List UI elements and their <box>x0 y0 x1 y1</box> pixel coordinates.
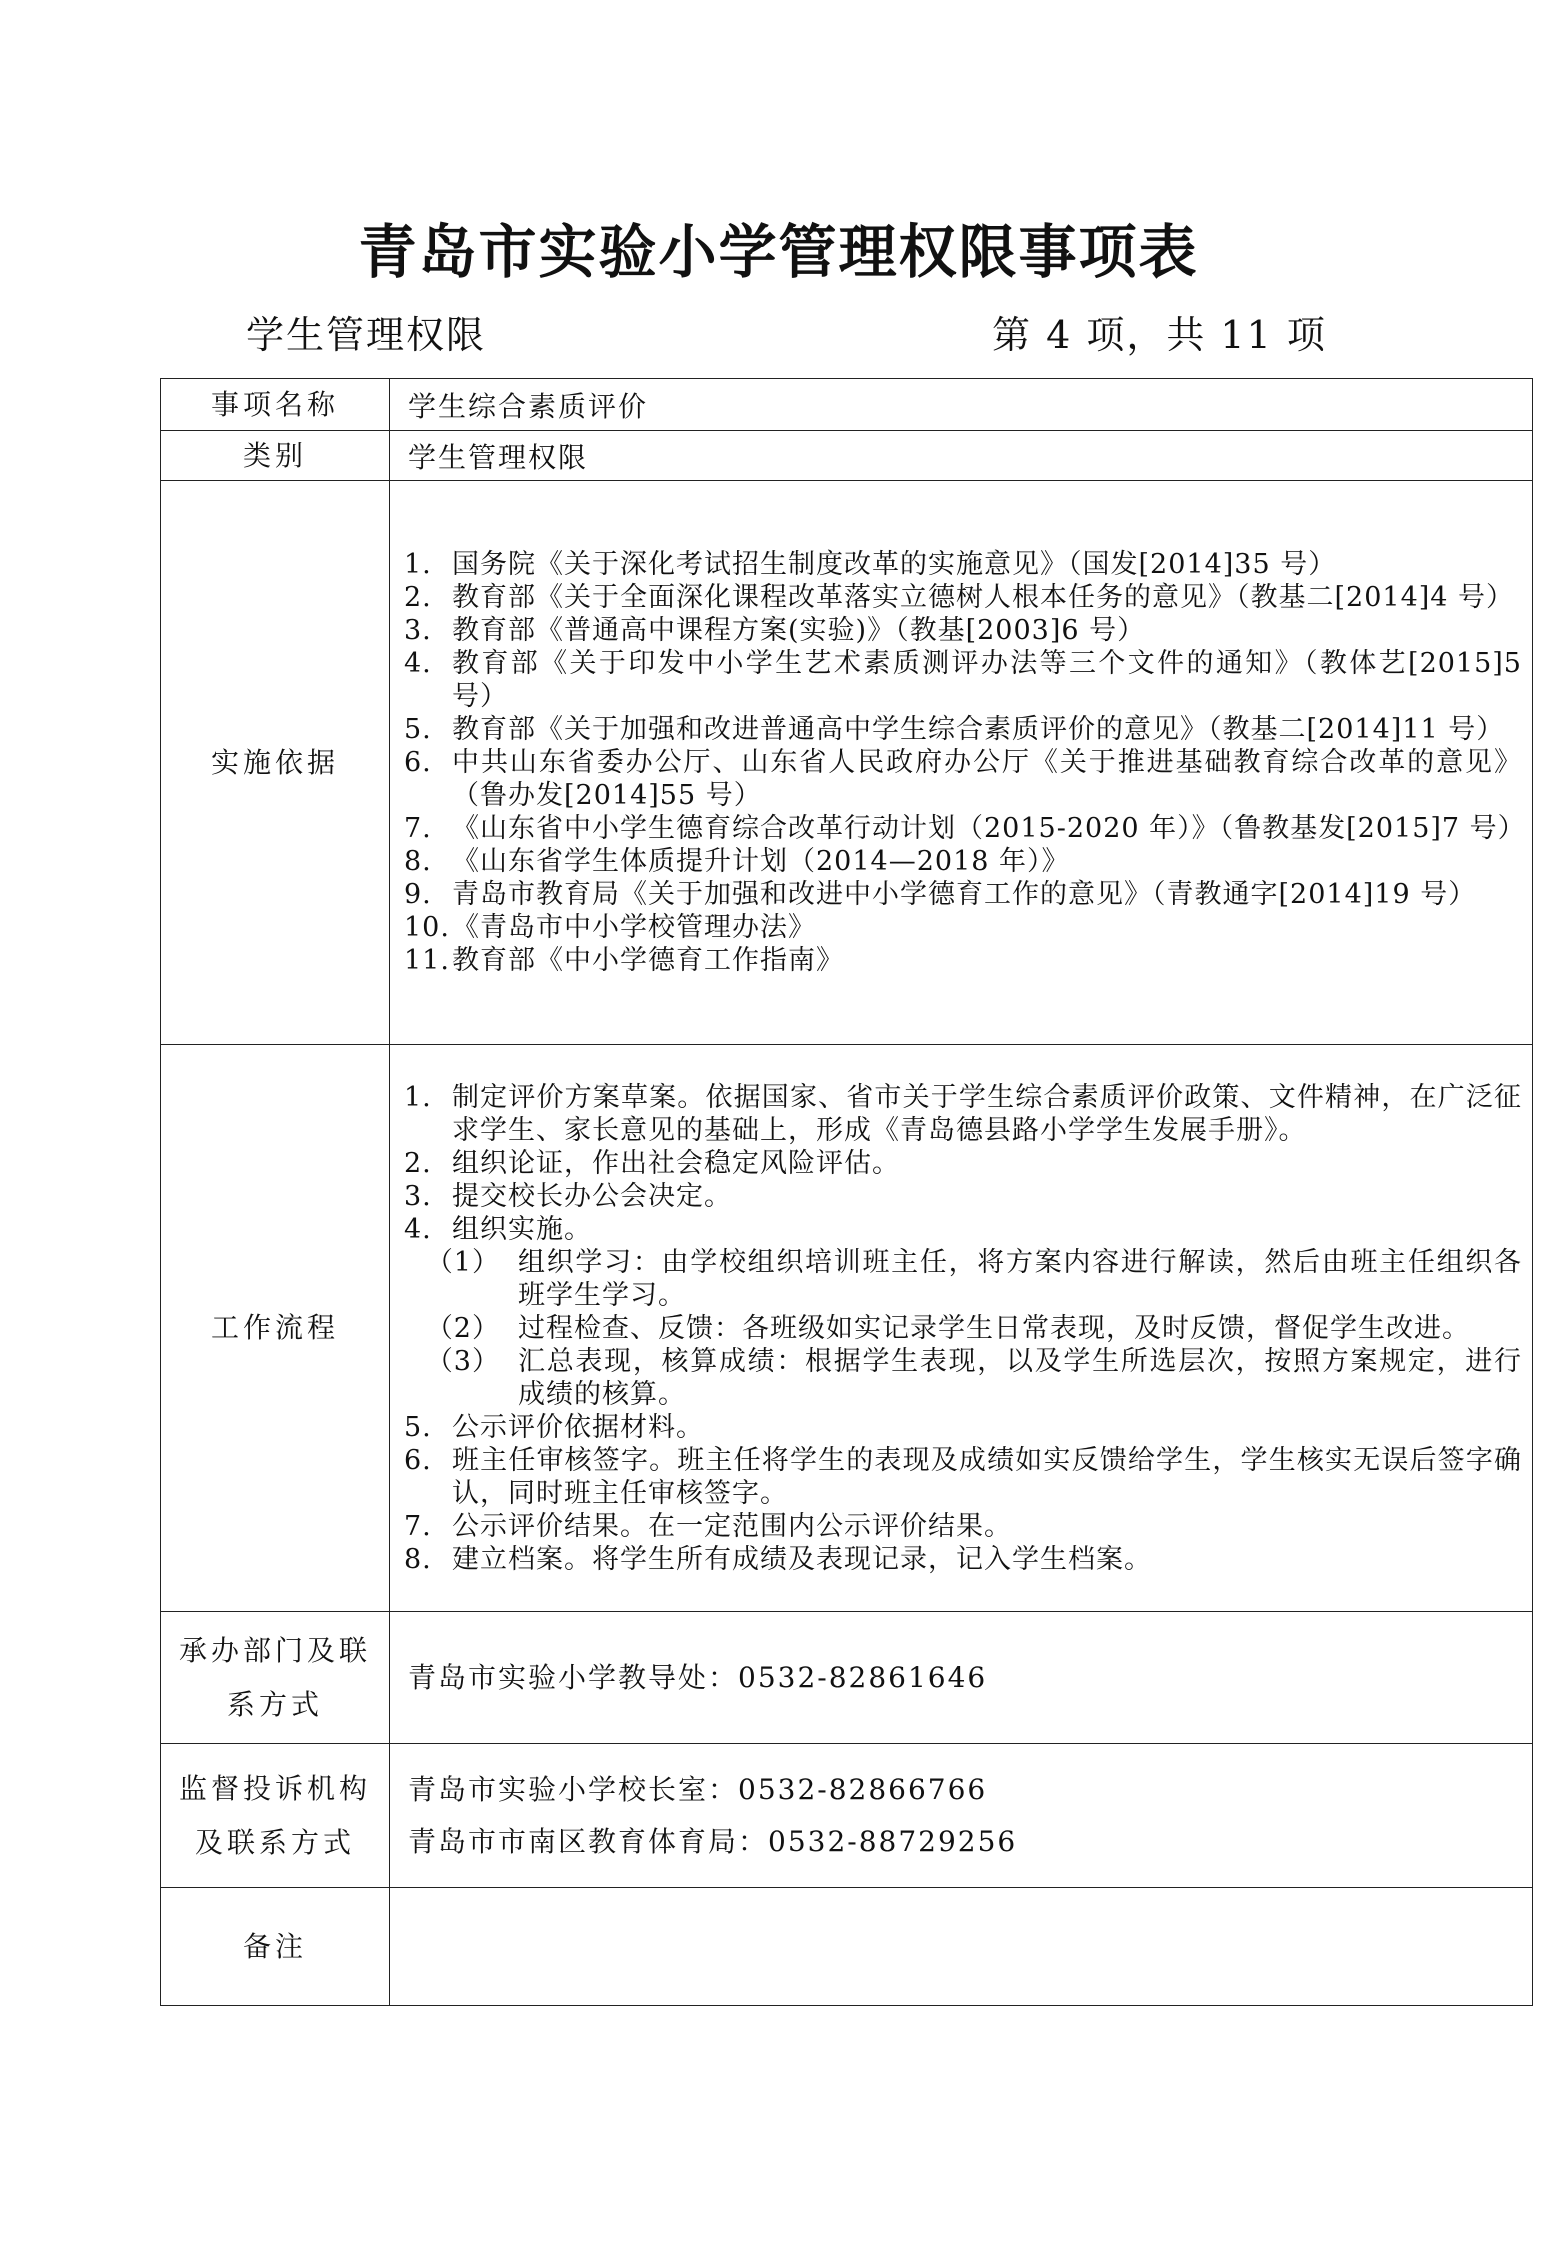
basis-list <box>390 545 1532 980</box>
row-process <box>161 1045 1533 1612</box>
process-item-number: 7. <box>404 1510 432 1542</box>
process-subitem <box>404 1312 1522 1345</box>
category-heading: 学生管理权限 <box>246 313 487 357</box>
process-cell <box>390 1045 1533 1612</box>
basis-item-number: 9. <box>404 879 432 910</box>
basis-item-text: 教育部《关于加强和改进普通高中学生综合素质评价的意见》（教基二[2014]11 号） <box>452 714 1505 745</box>
remark-label: 备注 <box>161 1888 390 2006</box>
basis-item-text: 《山东省学生体质提升计划（2014—2018 年）》 <box>452 846 1070 877</box>
basis-cell <box>390 481 1533 1045</box>
dept-label-line2: 系方式 <box>226 1687 323 1721</box>
process-item-text: 班主任审核签字。班主任将学生的表现及成绩如实反馈给学生，学生核实无误后签字确认，同时班主任审核签字。 <box>452 1444 1522 1509</box>
basis-item-number: 4. <box>404 648 432 679</box>
process-item <box>404 1411 1522 1444</box>
basis-item <box>404 944 1522 977</box>
process-item-text: 公示评价依据材料。 <box>452 1411 704 1443</box>
process-item <box>404 1081 1522 1147</box>
row-name <box>161 379 1533 431</box>
row-type <box>161 431 1533 481</box>
process-item-number: 3. <box>404 1180 432 1212</box>
process-item <box>404 1510 1522 1543</box>
supervise-values <box>390 1744 1533 1888</box>
process-item-text: 组织论证，作出社会稳定风险评估。 <box>452 1147 900 1179</box>
basis-item-text: 《山东省中小学生德育综合改革行动计划（2015-2020 年）》（鲁教基发[2015]7 号） <box>452 813 1526 844</box>
supervise-value-school: 青岛市实验小学校长室：0532-82866766 <box>408 1772 988 1806</box>
basis-label: 实施依据 <box>161 481 390 1045</box>
basis-item <box>404 812 1526 845</box>
basis-item <box>404 878 1522 911</box>
process-item-number: 2. <box>404 1147 432 1179</box>
row-basis <box>161 481 1533 1045</box>
basis-item <box>404 845 1522 878</box>
basis-item-number: 5. <box>404 714 432 745</box>
process-item-text: 建立档案。将学生所有成绩及表现记录，记入学生档案。 <box>452 1543 1152 1575</box>
basis-item-number: 10. <box>404 912 450 943</box>
basis-item-text: 青岛市教育局《关于加强和改进中小学德育工作的意见》（青教通字[2014]19 号） <box>452 879 1477 910</box>
basis-item <box>404 647 1522 713</box>
item-count: 第 4 项，共 11 项 <box>992 313 1327 357</box>
row-dept <box>161 1612 1533 1744</box>
process-item-text: 公示评价结果。在一定范围内公示评价结果。 <box>452 1510 1012 1542</box>
basis-item-number: 11. <box>404 945 450 976</box>
basis-item-number: 6. <box>404 747 432 778</box>
basis-item <box>404 614 1522 647</box>
basis-item <box>404 746 1522 812</box>
page-title: 青岛市实验小学管理权限事项表 <box>358 218 1199 286</box>
basis-item <box>404 581 1522 614</box>
type-value: 学生管理权限 <box>390 431 1533 481</box>
process-item-text: 提交校长办公会决定。 <box>452 1180 732 1212</box>
supervise-value-bureau: 青岛市市南区教育体育局：0532-88729256 <box>408 1824 1018 1858</box>
process-item-number: 5. <box>404 1411 432 1443</box>
process-item <box>404 1543 1522 1576</box>
process-subitem <box>404 1246 1522 1312</box>
name-label: 事项名称 <box>161 379 390 431</box>
basis-item-number: 7. <box>404 813 432 844</box>
basis-item <box>404 713 1522 746</box>
basis-item-text: 教育部《关于全面深化课程改革落实立德树人根本任务的意见》（教基二[2014]4 号） <box>452 582 1515 613</box>
process-list <box>390 1078 1532 1579</box>
process-item-number: 1. <box>404 1081 432 1113</box>
process-subitem-number: （3） <box>425 1345 500 1377</box>
dept-label-line1: 承办部门及联 <box>178 1633 371 1667</box>
basis-item-text: 教育部《关于印发中小学生艺术素质测评办法等三个文件的通知》（教体艺[2015]5 号） <box>452 648 1522 712</box>
process-item-number: 8. <box>404 1543 432 1575</box>
supervise-label-line2: 及联系方式 <box>194 1825 355 1859</box>
row-remark <box>161 1888 1533 2006</box>
dept-value: 青岛市实验小学教导处：0532-82861646 <box>390 1612 1533 1744</box>
process-item-number: 6. <box>404 1444 432 1476</box>
process-item-text: 组织实施。 <box>452 1213 592 1245</box>
process-label: 工作流程 <box>161 1045 390 1612</box>
process-subitem-number: （2） <box>425 1312 500 1344</box>
process-subitem-text: 汇总表现，核算成绩：根据学生表现，以及学生所选层次，按照方案规定，进行成绩的核算。 <box>518 1345 1522 1410</box>
basis-item-number: 1. <box>404 549 432 580</box>
basis-item-text: 《青岛市中小学校管理办法》 <box>452 912 816 943</box>
process-item <box>404 1147 1522 1180</box>
authority-table <box>160 378 1533 2006</box>
basis-item-text: 中共山东省委办公厅、山东省人民政府办公厅《关于推进基础教育综合改革的意见》（鲁办发[2014]55 号） <box>452 747 1522 811</box>
remark-value <box>390 1888 1533 2006</box>
supervise-label <box>161 1744 390 1888</box>
dept-label <box>161 1612 390 1744</box>
supervise-label-line1: 监督投诉机构 <box>178 1771 371 1805</box>
process-item <box>404 1444 1522 1510</box>
basis-item-number: 2. <box>404 582 432 613</box>
basis-item-number: 8. <box>404 846 432 877</box>
process-subitem-number: （1） <box>425 1246 500 1278</box>
name-value: 学生综合素质评价 <box>390 379 1533 431</box>
process-item-number: 4. <box>404 1213 432 1245</box>
row-supervise <box>161 1744 1533 1888</box>
basis-item-text: 教育部《普通高中课程方案(实验)》（教基[2003]6 号） <box>452 615 1146 646</box>
process-subitem <box>404 1345 1522 1411</box>
type-label: 类别 <box>161 431 390 481</box>
basis-item-number: 3. <box>404 615 432 646</box>
basis-item-text: 国务院《关于深化考试招生制度改革的实施意见》（国发[2014]35 号） <box>452 549 1337 580</box>
basis-item-text: 教育部《中小学德育工作指南》 <box>452 945 844 976</box>
process-item-text: 制定评价方案草案。依据国家、省市关于学生综合素质评价政策、文件精神，在广泛征求学生、家长意见的基础上，形成《青岛德县路小学学生发展手册》。 <box>452 1081 1522 1146</box>
process-subitem-text: 过程检查、反馈：各班级如实记录学生日常表现，及时反馈，督促学生改进。 <box>518 1312 1470 1344</box>
basis-item <box>404 548 1522 581</box>
process-subitem-text: 组织学习：由学校组织培训班主任，将方案内容进行解读，然后由班主任组织各班学生学习。 <box>518 1246 1522 1311</box>
process-item <box>404 1180 1522 1213</box>
process-item <box>404 1213 1522 1246</box>
basis-item <box>404 911 1522 944</box>
